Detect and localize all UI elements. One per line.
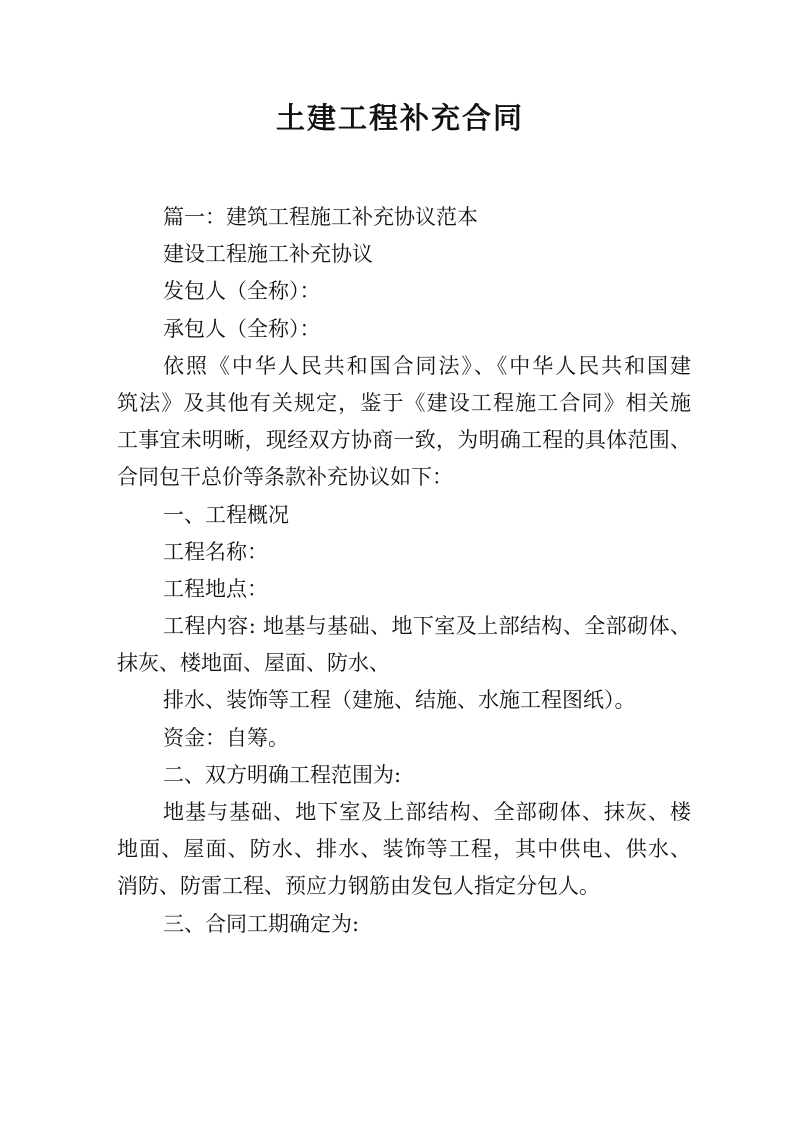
paragraph-line: 工程地点： (163, 576, 268, 601)
section-heading: 二、双方明确工程范围为: (163, 762, 402, 787)
paragraph-line: 地基与基础、地下室及上部结构、全部砌体、抹灰、楼 (163, 800, 691, 824)
section-heading: 三、合同工期确定为: (163, 911, 360, 936)
paragraph-line: 筑法》及其他有关规定，鉴于《建设工程施工合同》相关施 (117, 390, 691, 415)
paragraph-line: 合同包干总价等条款补充协议如下： (117, 465, 453, 490)
section-heading: 一、工程概况 (163, 502, 289, 527)
paragraph-line: 工程名称： (163, 539, 268, 564)
paragraph-line: 消防、防雷工程、预应力钢筋由发包人指定分包人。 (117, 874, 600, 899)
document-body (117, 199, 691, 943)
document-title: 土建工程补充合同 (275, 101, 524, 135)
paragraph-line: 篇一：建筑工程施工补充协议范本 (163, 205, 478, 229)
paragraph-line: 工事宜未明晰，现经双方协商一致，为明确工程的具体范围、 (117, 428, 691, 453)
paragraph-line: 资金：自筹。 (163, 725, 289, 750)
paragraph-line: 地面、屋面、防水、排水、装饰等工程，其中供电、供水、 (117, 837, 691, 862)
paragraph-line: 承包人（全称）： (163, 316, 321, 341)
paragraph-line: 抹灰、楼地面、屋面、防水、 (117, 651, 390, 676)
paragraph-line: 工程内容: 地基与基础、地下室及上部结构、全部砌体、 (163, 614, 691, 639)
paragraph-line: 排水、装饰等工程（建施、结施、水施工程图纸）。 (163, 688, 636, 713)
paragraph-line: 建设工程施工补充协议 (163, 242, 373, 267)
paragraph-line: 依照《中华人民共和国合同法》、《中华人民共和国建 (163, 353, 691, 378)
paragraph-line: 发包人（全称）： (163, 279, 321, 304)
